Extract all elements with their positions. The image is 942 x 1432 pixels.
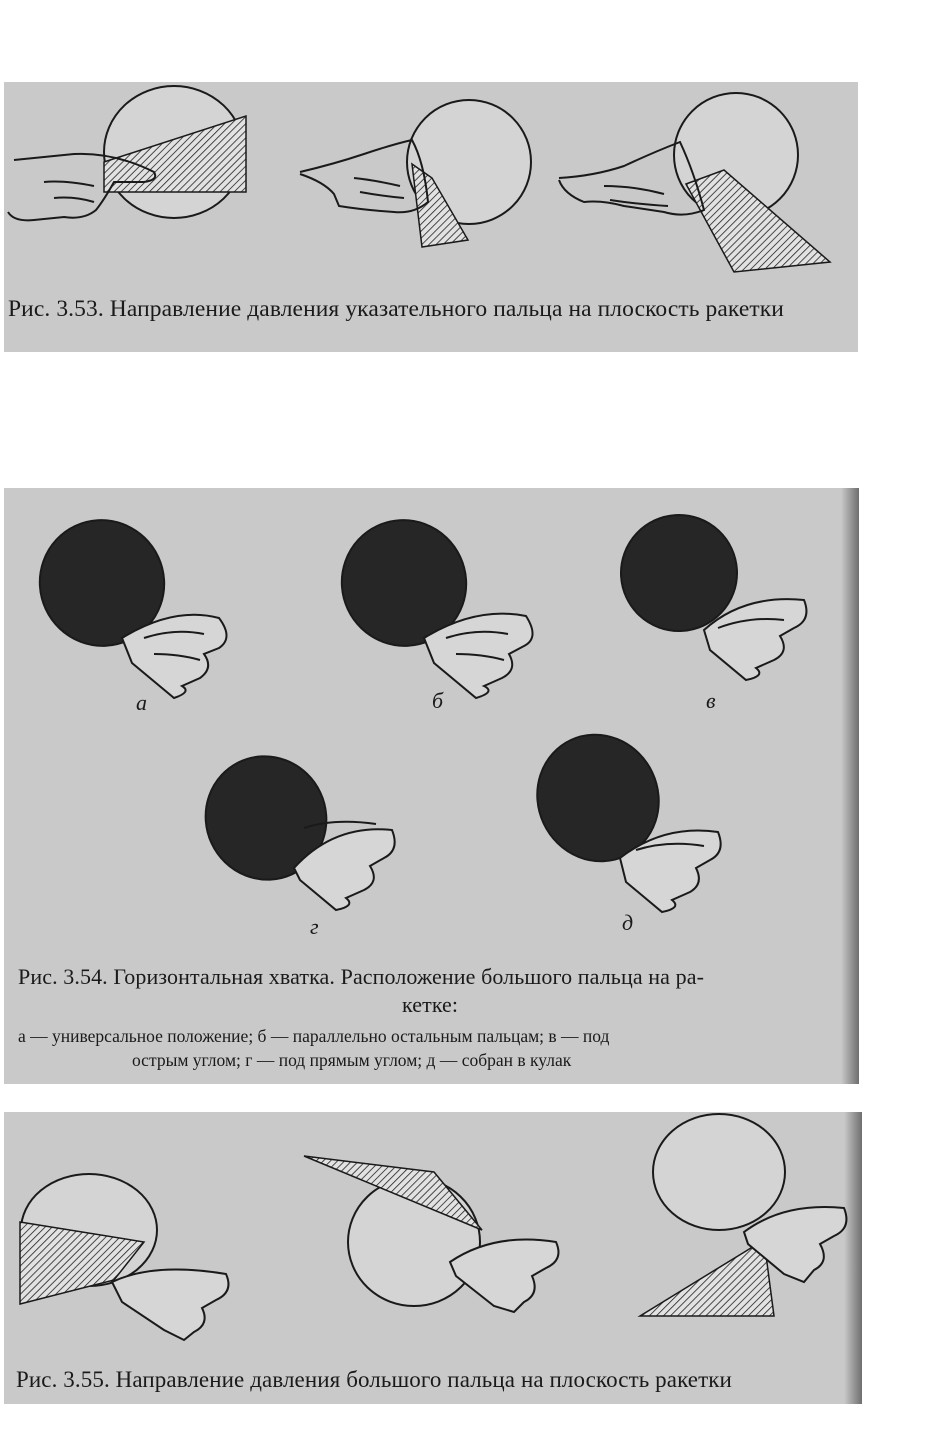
grip-g-right-angle xyxy=(185,736,394,910)
figure-3-53-caption: Рис. 3.53. Направление давления указательного пальца на плоскость ракетки xyxy=(8,296,784,322)
figure-3-54-legend-line1: а — универсальное положение; б — параллельно остальным пальцам; в — под xyxy=(18,1026,610,1046)
label-d: д xyxy=(622,910,634,935)
racket-1-index-pressure xyxy=(8,86,246,220)
label-b: б xyxy=(432,688,444,713)
racket-1-thumb-pressure xyxy=(20,1174,228,1340)
page-binding-shadow xyxy=(844,1112,862,1404)
figure-3-54 xyxy=(4,488,859,1084)
label-a: а xyxy=(136,690,147,715)
figure-3-55 xyxy=(4,1112,862,1404)
racket-3-thumb-pressure xyxy=(640,1114,846,1316)
grip-d-fist xyxy=(517,715,721,912)
racket-3-index-pressure xyxy=(559,93,830,272)
figure-3-55-caption: Рис. 3.55. Направление давления большого пальца на плоскость ракетки xyxy=(16,1367,732,1392)
grip-b-parallel xyxy=(321,500,532,698)
figure-3-54-legend-line2: острым углом; г — под прямым углом; д — собран в кулак xyxy=(132,1050,572,1070)
page-binding-shadow xyxy=(841,488,859,1084)
figure-3-53 xyxy=(4,82,858,352)
figure-3-54-caption-line1: Рис. 3.54. Горизонтальная хватка. Расположение большого пальца на ра- xyxy=(18,964,705,989)
grip-v-acute xyxy=(602,496,807,680)
label-g: г xyxy=(310,914,319,939)
label-v: в xyxy=(706,688,716,713)
figure-3-55-illustration xyxy=(4,1112,862,1404)
figure-3-54-caption-line2: кетке: xyxy=(402,992,459,1017)
racket-2-thumb-pressure xyxy=(304,1156,558,1312)
grip-a-universal xyxy=(19,500,226,698)
racket-2-index-pressure xyxy=(300,100,531,247)
